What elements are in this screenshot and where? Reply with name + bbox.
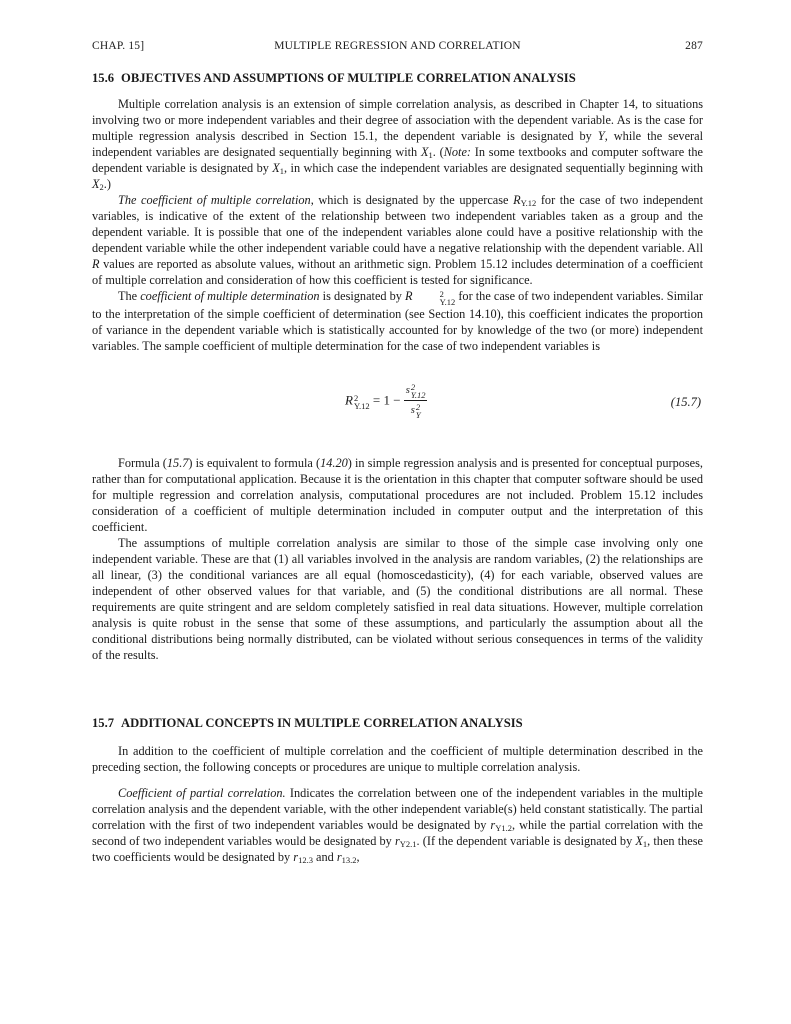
section-heading-15-7 <box>92 715 703 731</box>
section-title: OBJECTIVES AND ASSUMPTIONS OF MULTIPLE CORRELATION ANALYSIS <box>121 71 576 85</box>
formula-body: R 2 Y.12 = 1 − s 2 Y.12 s 2 Y <box>345 381 426 421</box>
chapter-label: CHAP. 15] <box>92 40 145 52</box>
paragraph-formula-note: Formula (15.7) is equivalent to formula (14.20) in simple regression analysis and is presented for conceptual purposes, rather than for computational application. Because it is the orientation in this chapter that computer software should be used for multiple regression and correlation analysis, computational procedures are not included. Problem 15.12 includes consideration of a coefficient of multiple determination included in computer output and the interpretation of this coefficient. <box>92 455 703 534</box>
section-heading-15-6 <box>92 70 703 86</box>
running-head <box>92 40 703 56</box>
page-number: 287 <box>685 40 703 52</box>
paragraph-multiple-determination: The coefficient of multiple determination is designated by R 2 Y.12 for the case of two independent variables. Similar to the interpretation of the simple coefficient of determination (see Section 14.10), this coefficient indicates the proportion of variance in the dependent variable which is statistically accounted for by knowledge of the two (or more) independent variables. The sample coefficient of multiple determination for the case of two independent variables is <box>92 288 703 353</box>
section-title: ADDITIONAL CONCEPTS IN MULTIPLE CORRELATION ANALYSIS <box>121 715 523 730</box>
paragraph-additional-intro: In addition to the coefficient of multiple correlation and the coefficient of multiple determination described in the preceding section, the following concepts or procedures are unique to multiple correlation analysis. <box>92 743 703 774</box>
paragraph-assumptions: The assumptions of multiple correlation analysis are similar to those of the simple case involving only one independent variable. These are that (1) all variables involved in the analysis are random variables, (2) the relationships are all linear, (3) the conditional variances are all equal (homoscedasticity), (4) for each variable, observed values are independent of other observed values for that variable, and (5) the conditional distributions are all normal. These requirements are quite stringent and are seldom completely satisfied in real data situations. However, multiple correlation analysis is quite robust in the sense that some of these assumptions, and particularly the assumption about all the conditional distributions being normally distributed, can be violated without serious consequences in terms of the validity of the results. <box>92 535 703 662</box>
running-title: MULTIPLE REGRESSION AND CORRELATION <box>274 40 521 52</box>
page <box>92 40 703 865</box>
paragraph-partial-correlation: Coefficient of partial correlation. Indicates the correlation between one of the independent variables in the multiple correlation analysis and the dependent variable, with the other independent variable(s) held constant statistically. The partial correlation with the first of two independent variables would be designated by $r_{Y1.2}$, while the partial correlation with the second of two independent variables would be designated by $r_{Y2.1}$. (If the dependent variable is designated by $X_1$, then these two coefficients would be designated by $r_{12.3}$ and $r_{13.2}$, <box>92 785 703 865</box>
section-number: 15.7 <box>92 715 115 730</box>
formula-fraction: s 2 Y.12 s 2 Y <box>405 381 426 421</box>
paragraph-intro: Multiple correlation analysis is an extension of simple correlation analysis, as described in Chapter 14, to situations involving two or more independent variables and their degree of association with the dependent variable. As is the case for multiple regression analysis described in Section 15.1, the dependent variable is designated by Y, while the several independent variables are designated sequentially beginning with $X_1$. (Note: In some textbooks and computer software the dependent variable is designated by $X_1$, in which case the independent variables are designated sequentially beginning with $X_2$.) <box>92 97 704 192</box>
formula-15-7 <box>92 379 703 431</box>
formula-number: (15.7) <box>670 394 701 409</box>
paragraph-multiple-correlation: The coefficient of multiple correlation, which is designated by the uppercase $R_{Y.12}$ for the case of two independent variables, is indicative of the extent of the relationship between two independent variables taken as a group and the dependent variable. It is possible that one of the independent variables alone could have a positive relationship with the dependent variable while the other independent variable could have a negative relationship with the dependent variable. All R values are reported as absolute values, without an arithmetic sign. Problem 15.12 includes determination of a coefficient of multiple correlation and consideration of how this coefficient is tested for significance. <box>92 193 703 287</box>
section-number: 15.6 <box>92 71 115 85</box>
